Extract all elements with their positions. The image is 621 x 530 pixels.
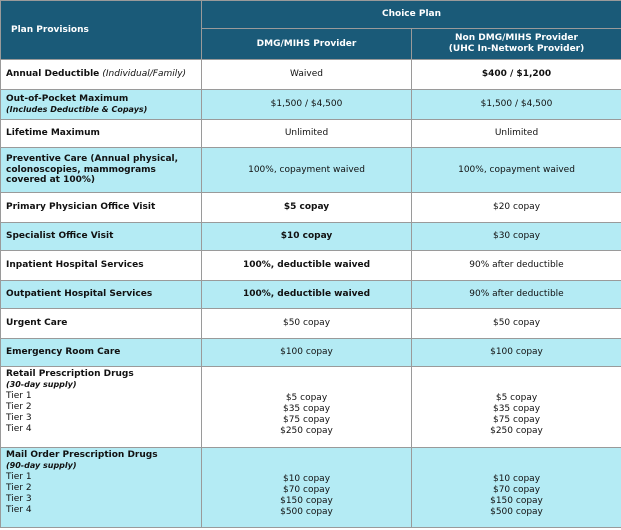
- row-label: Annual Deductible (Individual/Family): [1, 60, 202, 90]
- row-lifetime-maximum: [1, 120, 621, 148]
- plan-provisions-header: Plan Provisions: [1, 1, 202, 60]
- non-dmg-value: 90% after deductible: [412, 281, 621, 309]
- non-dmg-value: $100 copay: [412, 339, 621, 367]
- dmg-value: $5 copay $35 copay $75 copay $250 copay: [202, 367, 412, 448]
- row-urgent-care: [1, 309, 621, 339]
- row-label: Lifetime Maximum: [1, 120, 202, 148]
- row-mail-order-prescription: [1, 448, 621, 528]
- tier-name: Tier 3: [6, 412, 32, 423]
- non-dmg-value: $400 / $1,200: [412, 60, 621, 90]
- row-inpatient-hospital: [1, 251, 621, 281]
- non-dmg-provider-header: [412, 29, 621, 60]
- row-out-of-pocket: [1, 90, 621, 120]
- dmg-value: Waived: [202, 60, 412, 90]
- dmg-value: 100%, deductible waived: [202, 281, 412, 309]
- dmg-value: $10 copay $70 copay $150 copay $500 copay: [202, 448, 412, 528]
- row-label: Primary Physician Office Visit: [1, 193, 202, 223]
- non-dmg-value: $1,500 / $4,500: [412, 90, 621, 120]
- row-label: Emergency Room Care: [1, 339, 202, 367]
- dmg-value: Unlimited: [202, 120, 412, 148]
- non-dmg-value: $10 copay $70 copay $150 copay $500 copay: [412, 448, 621, 528]
- tier-name: Tier 2: [6, 482, 32, 493]
- non-dmg-value: 90% after deductible: [412, 251, 621, 281]
- row-label: Preventive Care (Annual physical, colonoscopies, mammograms covered at 100%): [1, 148, 202, 193]
- tier-name: Tier 1: [6, 390, 32, 401]
- row-label: Outpatient Hospital Services: [1, 281, 202, 309]
- row-label: Inpatient Hospital Services: [1, 251, 202, 281]
- tier-name: Tier 2: [6, 401, 32, 412]
- dmg-value: $1,500 / $4,500: [202, 90, 412, 120]
- dmg-value: $5 copay: [202, 193, 412, 223]
- non-dmg-header-line1: Non DMG/MIHS Provider: [455, 33, 578, 44]
- dmg-provider-header: DMG/MIHS Provider: [202, 29, 412, 60]
- row-label: Mail Order Prescription Drugs (90-day supply) Tier 1 Tier 2 Tier 3 Tier 4: [1, 448, 202, 528]
- dmg-value: 100%, copayment waived: [202, 148, 412, 193]
- tier-name: Tier 3: [6, 493, 32, 504]
- dmg-value: $50 copay: [202, 309, 412, 339]
- non-dmg-value: $5 copay $35 copay $75 copay $250 copay: [412, 367, 621, 448]
- row-label: Urgent Care: [1, 309, 202, 339]
- non-dmg-header-line2: (UHC In-Network Provider): [448, 44, 585, 54]
- row-label: Out-of-Pocket Maximum (Includes Deductible & Copays): [1, 90, 202, 120]
- non-dmg-value: 100%, copayment waived: [412, 148, 621, 193]
- non-dmg-value: $30 copay: [412, 223, 621, 251]
- dmg-value: 100%, deductible waived: [202, 251, 412, 281]
- row-label: Specialist Office Visit: [1, 223, 202, 251]
- row-preventive-care: [1, 148, 621, 193]
- row-specialist-visit: [1, 223, 621, 251]
- row-retail-prescription: [1, 367, 621, 448]
- choice-plan-header: Choice Plan: [202, 1, 621, 29]
- non-dmg-value: $20 copay: [412, 193, 621, 223]
- tier-name: Tier 4: [6, 423, 32, 434]
- tier-name: Tier 1: [6, 471, 32, 482]
- non-dmg-value: Unlimited: [412, 120, 621, 148]
- row-emergency-room: [1, 339, 621, 367]
- row-label: Retail Prescription Drugs (30-day supply) Tier 1 Tier 2 Tier 3 Tier 4: [1, 367, 202, 448]
- non-dmg-value: $50 copay: [412, 309, 621, 339]
- tier-name: Tier 4: [6, 504, 32, 515]
- dmg-value: $100 copay: [202, 339, 412, 367]
- row-primary-physician: [1, 193, 621, 223]
- row-outpatient-hospital: [1, 281, 621, 309]
- row-annual-deductible: [1, 60, 621, 90]
- dmg-value: $10 copay: [202, 223, 412, 251]
